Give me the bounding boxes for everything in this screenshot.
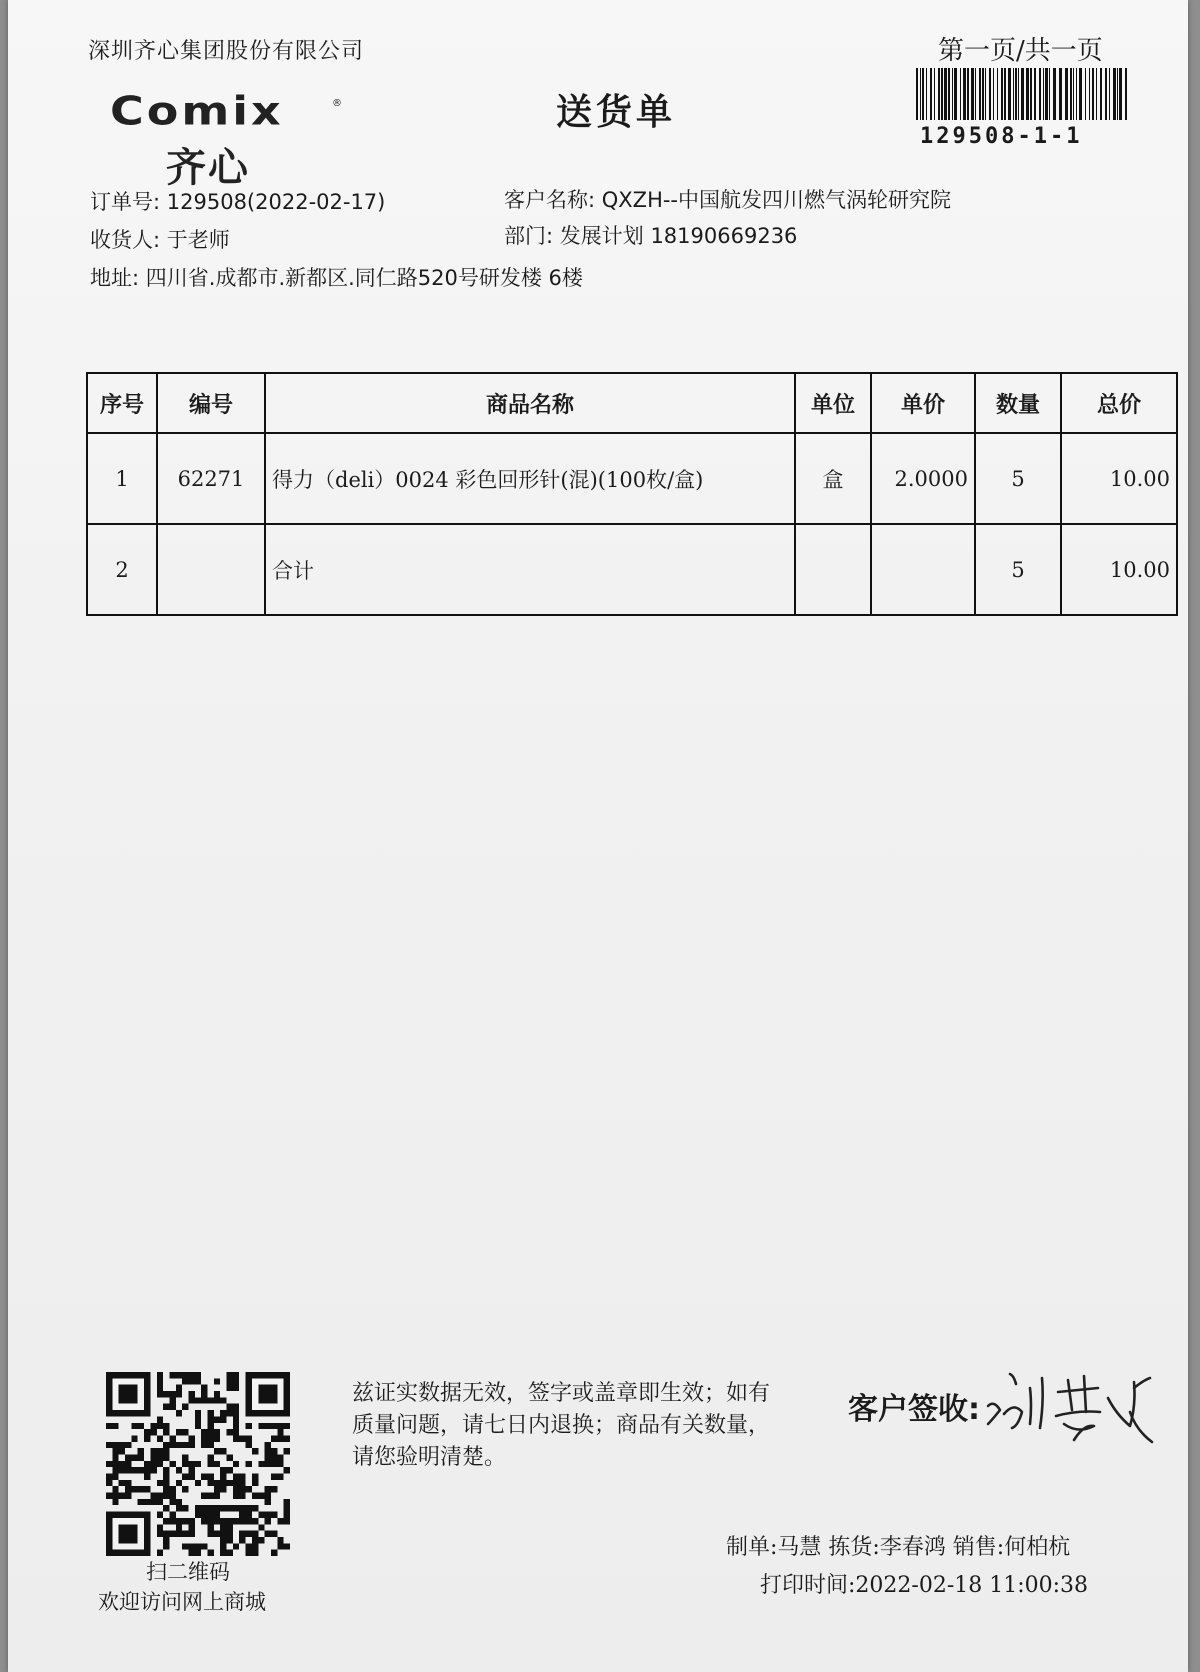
- cell-product-name: 得力（deli）0024 彩色回形针(混)(100枚/盒): [265, 433, 795, 524]
- order-number-value: 129508(2022-02-17): [166, 190, 386, 214]
- company-name: 深圳齐心集团股份有限公司: [88, 39, 365, 64]
- qr-caption-scan: 扫二维码: [146, 1560, 230, 1584]
- header-total: 总价: [1061, 373, 1177, 433]
- department-value: 发展计划 18190669236: [559, 224, 798, 248]
- cell-code: [157, 524, 265, 615]
- qr-caption-mall: 欢迎访问网上商城: [98, 1590, 266, 1614]
- header-quantity: 数量: [975, 373, 1061, 433]
- logo-text-en: Comix: [110, 88, 284, 134]
- customer-sign-label: 客户签收:: [848, 1392, 980, 1427]
- items-table: [86, 372, 1178, 616]
- cell-total: 10.00: [1061, 524, 1177, 615]
- cell-seq: 2: [87, 524, 157, 615]
- comix-logo: [110, 88, 350, 191]
- receiver-value: 于老师: [166, 228, 230, 252]
- logo-text-cn: 齐心: [166, 145, 250, 191]
- barcode-number: 129508-1-1: [920, 124, 1083, 149]
- address-label: 地址:: [90, 266, 140, 290]
- page-info: 第一页/共一页: [938, 36, 1103, 66]
- header-unit-price: 单价: [871, 373, 975, 433]
- cell-unit-price: 2.0000: [871, 433, 975, 524]
- cell-unit-price: [871, 524, 975, 615]
- handwritten-signature: [984, 1358, 1164, 1464]
- qr-code-icon: [106, 1372, 290, 1556]
- cell-quantity: 5: [975, 433, 1061, 524]
- department-label: 部门:: [504, 224, 554, 248]
- address-value: 四川省.成都市.新都区.同仁路520号研发楼 6楼: [145, 266, 583, 290]
- cell-code: 62271: [157, 433, 265, 524]
- receiver: [90, 224, 230, 254]
- print-time: 打印时间:2022-02-18 11:00:38: [760, 1573, 1089, 1598]
- cell-product-name: 合计: [265, 524, 795, 615]
- cell-unit: [795, 524, 871, 615]
- document-title: 送货单: [556, 92, 677, 133]
- table-row: [87, 524, 1177, 615]
- customer-value: QXZH--中国航发四川燃气涡轮研究院: [601, 188, 952, 212]
- header-unit: 单位: [795, 373, 871, 433]
- address: [90, 262, 583, 292]
- registered-mark-icon: ®: [332, 98, 342, 109]
- table-row: [87, 433, 1177, 524]
- receiver-label: 收货人:: [90, 228, 161, 252]
- cell-unit: 盒: [795, 433, 871, 524]
- order-number: [90, 186, 385, 216]
- notice-text: 兹证实数据无效，签字或盖章即生效；如有质量问题，请七日内退换；商品有关数量，请您验明清楚。: [352, 1381, 771, 1470]
- cell-quantity: 5: [975, 524, 1061, 615]
- customer-label: 客户名称:: [504, 188, 596, 212]
- department: [504, 220, 797, 250]
- header-seq: 序号: [87, 373, 157, 433]
- header-code: 编号: [157, 373, 265, 433]
- cell-seq: 1: [87, 433, 157, 524]
- cell-total: 10.00: [1061, 433, 1177, 524]
- barcode-icon: [914, 68, 1132, 120]
- order-number-label: 订单号:: [90, 190, 161, 214]
- table-header-row: [87, 373, 1177, 433]
- customer-name: [504, 184, 951, 214]
- header-product-name: 商品名称: [265, 373, 795, 433]
- staff-info: 制单:马慧 拣货:李春鸿 销售:何柏杭: [726, 1535, 1071, 1560]
- delivery-note-paper: [8, 0, 1188, 1672]
